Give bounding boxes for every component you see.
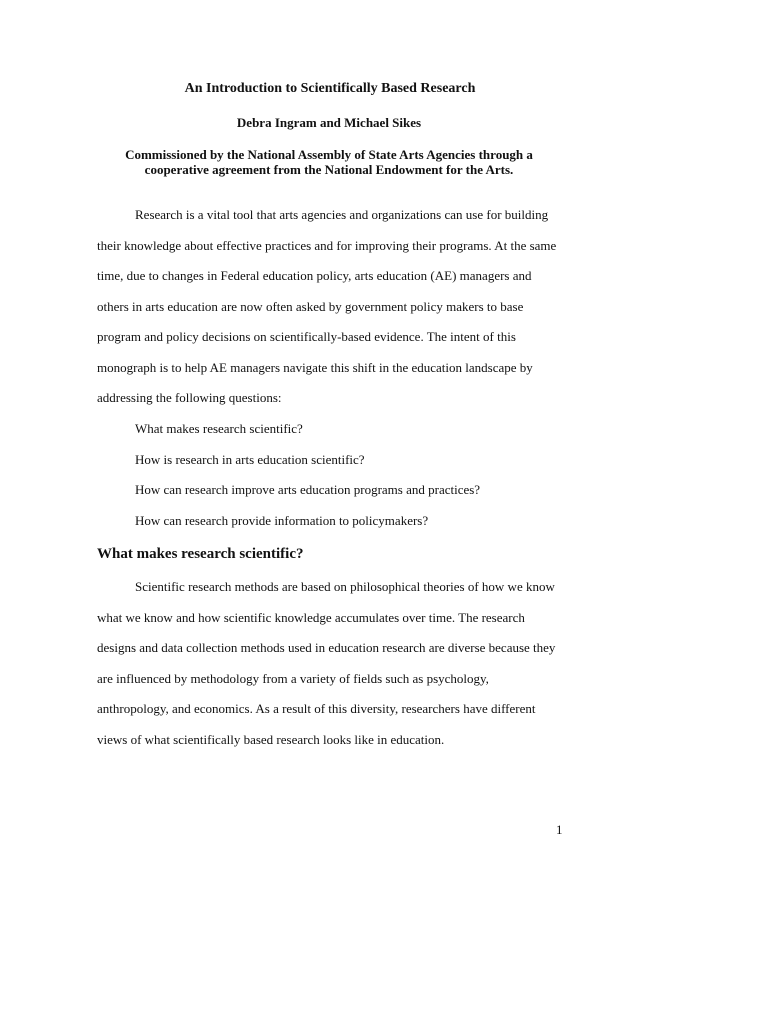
section-line: anthropology, and economics. As a result of this diversity, researchers have different [97,701,536,716]
section-line: views of what scientifically based research looks like in education. [97,732,445,747]
commission-line: cooperative agreement from the National Endowment for the Arts. [144,162,514,177]
commission-line: Commissioned by the National Assembly of State Arts Agencies through a [125,147,533,162]
commission-statement [96,147,562,177]
question-item: What makes research scientific? [135,421,303,436]
page-number: 1 [556,822,563,837]
intro-line: program and policy decisions on scientifically-based evidence. The intent of this [97,329,516,344]
section-heading: What makes research scientific? [97,546,304,562]
intro-line: their knowledge about effective practices and for improving their programs. At the same [97,238,557,253]
intro-line: time, due to changes in Federal education policy, arts education (AE) managers and [97,268,532,283]
section-line: what we know and how scientific knowledge accumulates over time. The research [97,610,525,625]
question-item: How can research improve arts education programs and practices? [135,482,481,497]
section-line: designs and data collection methods used in education research are diverse because they [97,640,556,655]
section-line: Scientific research methods are based on philosophical theories of how we know [135,579,555,594]
document-title: An Introduction to Scientifically Based Research [184,81,476,96]
question-item: How can research provide information to policymakers? [135,513,429,528]
intro-line: others in arts education are now often asked by government policy makers to base [97,299,524,314]
intro-line: Research is a vital tool that arts agencies and organizations can use for building [135,207,549,222]
question-item: How is research in arts education scientific? [135,452,365,467]
intro-line: monograph is to help AE managers navigate this shift in the education landscape by [97,360,533,375]
document-authors: Debra Ingram and Michael Sikes [236,115,422,130]
section-line: are influenced by methodology from a variety of fields such as psychology, [97,671,489,686]
intro-line: addressing the following questions: [97,390,282,405]
